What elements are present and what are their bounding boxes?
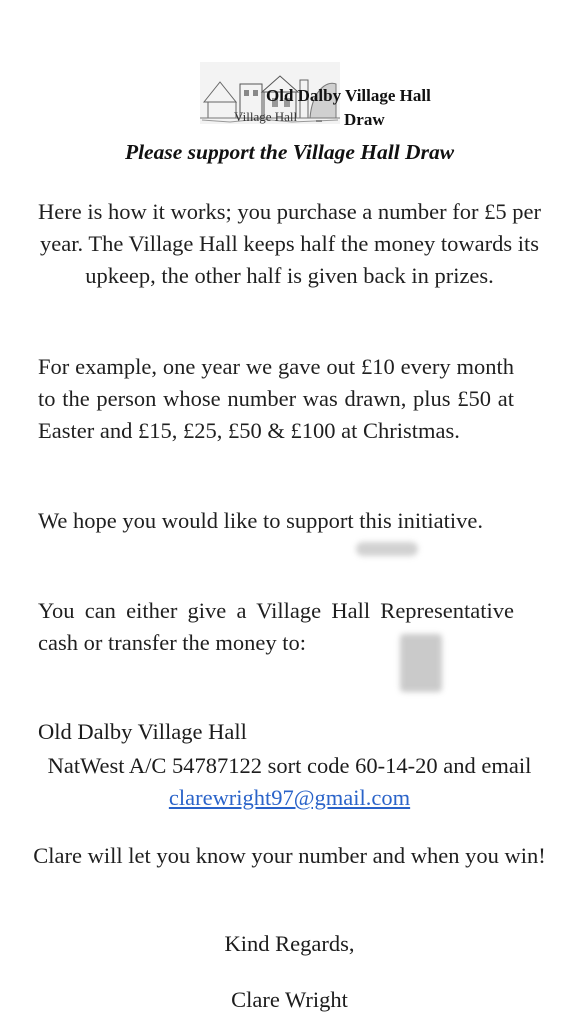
header-title: Old Dalby Village Hall <box>266 86 431 105</box>
paragraph-number-notice: Clare will let you know your number and when you win! <box>33 843 546 868</box>
paragraph-payment: You can either give a Village Hall Representative cash or transfer the money to: <box>38 598 514 655</box>
header-logo-block <box>196 58 486 134</box>
closing-regards: Kind Regards, <box>224 931 355 956</box>
header-sketch-caption: Village Hall <box>234 109 298 124</box>
signature-name: Clare Wright <box>231 987 348 1012</box>
bank-details-text: NatWest A/C 54787122 sort code 60-14-20 and email <box>47 753 532 778</box>
header-subtitle: Draw <box>344 110 385 129</box>
header-divider <box>316 120 322 122</box>
paragraph-example: For example, one year we gave out £10 every month to the person whose number was drawn, plus £50 at Easter and £15, £25, £50 & £100 at Christmas. <box>38 354 514 443</box>
blur-smudge <box>400 634 442 692</box>
bank-details <box>30 750 549 814</box>
paragraph-hope: We hope you would like to support this initiative. <box>38 508 484 533</box>
bank-account-name: Old Dalby Village Hall <box>38 719 247 744</box>
email-link[interactable]: clarewright97@gmail.com <box>168 785 411 810</box>
paragraph-how-it-works: Here is how it works; you purchase a number for £5 per year. The Village Hall keeps half the money towards its upkeep, the other half is given back in prizes. <box>38 199 541 288</box>
page-headline: Please support the Village Hall Draw <box>124 140 455 164</box>
blur-smudge <box>356 542 418 556</box>
